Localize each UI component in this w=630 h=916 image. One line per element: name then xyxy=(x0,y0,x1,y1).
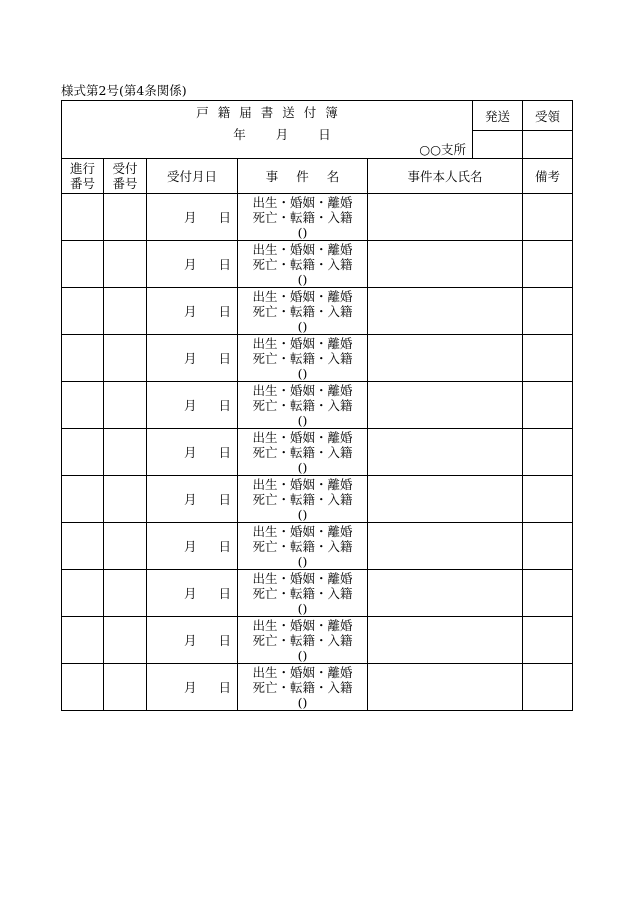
remarks-cell[interactable] xyxy=(523,523,573,570)
progress-number-cell[interactable] xyxy=(62,335,104,382)
person-name-cell[interactable] xyxy=(368,617,523,664)
case-other-parentheses xyxy=(262,225,344,240)
reception-date-cell[interactable] xyxy=(147,617,238,664)
day-label: 日 xyxy=(218,539,231,554)
case-options-line1: 出生・婚姻・離婚 xyxy=(252,523,353,539)
progress-number-cell[interactable] xyxy=(62,570,104,617)
close-paren: ) xyxy=(302,553,308,569)
received-stamp-cell[interactable] xyxy=(523,131,573,159)
reception-number-cell[interactable] xyxy=(104,382,147,429)
reception-number-line2: 番号 xyxy=(112,176,138,191)
month-label: 月 xyxy=(183,210,197,225)
table-row xyxy=(62,335,573,382)
reception-date-cell[interactable] xyxy=(147,429,238,476)
remarks-cell[interactable] xyxy=(523,429,573,476)
person-name-cell[interactable] xyxy=(368,241,523,288)
open-paren: ( xyxy=(297,506,303,522)
person-name-cell[interactable] xyxy=(368,194,523,241)
case-options-line1: 出生・婚姻・離婚 xyxy=(252,241,353,257)
case-other-parentheses xyxy=(262,554,344,569)
remarks-cell[interactable] xyxy=(523,194,573,241)
month-label: 月 xyxy=(183,257,197,272)
case-name-cell[interactable] xyxy=(238,241,368,288)
case-other-parentheses xyxy=(262,601,344,616)
case-options-line1: 出生・婚姻・離婚 xyxy=(252,617,353,633)
office-name: ○○支所 xyxy=(419,142,467,157)
form-number-label: 様式第2号(第4条関係) xyxy=(61,83,187,98)
progress-number-cell[interactable] xyxy=(62,241,104,288)
progress-number-cell[interactable] xyxy=(62,194,104,241)
case-options-line1: 出生・婚姻・離婚 xyxy=(252,570,353,586)
remarks-cell[interactable] xyxy=(523,617,573,664)
day-label: 日 xyxy=(218,492,231,507)
case-name-cell[interactable] xyxy=(238,617,368,664)
case-options-line1: 出生・婚姻・離婚 xyxy=(252,194,353,210)
case-other-parentheses xyxy=(262,648,344,663)
case-other-parentheses xyxy=(262,460,344,475)
month-label: 月 xyxy=(183,586,197,601)
reception-date-cell[interactable] xyxy=(147,241,238,288)
progress-number-cell[interactable] xyxy=(62,382,104,429)
case-name-char-2: 件 xyxy=(296,168,309,184)
column-header-reception-number xyxy=(104,159,147,194)
open-paren: ( xyxy=(297,553,303,569)
day-label: 日 xyxy=(318,127,331,142)
sent-header: 発送 xyxy=(473,101,523,131)
close-paren: ) xyxy=(302,224,308,240)
case-options-line2: 死亡・転籍・入籍 xyxy=(252,256,353,272)
reception-number-cell[interactable] xyxy=(104,288,147,335)
reception-date-cell[interactable] xyxy=(147,335,238,382)
open-paren: ( xyxy=(297,647,303,663)
open-paren: ( xyxy=(297,365,303,381)
case-options-line2: 死亡・転籍・入籍 xyxy=(252,491,353,507)
close-paren: ) xyxy=(302,600,308,616)
reception-date-cell[interactable] xyxy=(147,476,238,523)
reception-date-cell[interactable] xyxy=(147,664,238,711)
close-paren: ) xyxy=(302,271,308,287)
day-label: 日 xyxy=(218,445,231,460)
table-row xyxy=(62,194,573,241)
open-paren: ( xyxy=(297,600,303,616)
month-label: 月 xyxy=(183,680,197,695)
day-label: 日 xyxy=(218,633,231,648)
progress-number-line2: 番号 xyxy=(69,176,95,191)
day-label: 日 xyxy=(218,210,231,225)
received-header: 受領 xyxy=(523,101,573,131)
case-options-line1: 出生・婚姻・離婚 xyxy=(252,664,353,680)
table-row xyxy=(62,523,573,570)
case-options-line2: 死亡・転籍・入籍 xyxy=(252,209,353,225)
column-header-person-name: 事件本人氏名 xyxy=(368,159,523,194)
month-label: 月 xyxy=(183,398,197,413)
reception-number-cell[interactable] xyxy=(104,429,147,476)
progress-number-cell[interactable] xyxy=(62,476,104,523)
reception-date-cell[interactable] xyxy=(147,570,238,617)
table-row xyxy=(62,664,573,711)
day-label: 日 xyxy=(218,351,231,366)
open-paren: ( xyxy=(297,459,303,475)
case-options-line1: 出生・婚姻・離婚 xyxy=(252,288,353,304)
progress-number-cell[interactable] xyxy=(62,288,104,335)
progress-number-cell[interactable] xyxy=(62,617,104,664)
case-options-line2: 死亡・転籍・入籍 xyxy=(252,679,353,695)
reception-date-cell[interactable] xyxy=(147,288,238,335)
reception-number-line1: 受付 xyxy=(112,161,138,176)
remarks-cell[interactable] xyxy=(523,570,573,617)
close-paren: ) xyxy=(302,365,308,381)
case-other-parentheses xyxy=(262,413,344,428)
reception-number-cell[interactable] xyxy=(104,476,147,523)
month-label: 月 xyxy=(183,445,197,460)
case-options-line1: 出生・婚姻・離婚 xyxy=(252,335,353,351)
day-label: 日 xyxy=(218,586,231,601)
case-name-cell[interactable] xyxy=(238,476,368,523)
table-row xyxy=(62,241,573,288)
day-label: 日 xyxy=(218,398,231,413)
month-label: 月 xyxy=(183,492,197,507)
title-date-line xyxy=(62,128,472,142)
open-paren: ( xyxy=(297,412,303,428)
table-row xyxy=(62,288,573,335)
table-row xyxy=(62,476,573,523)
month-label: 月 xyxy=(183,539,197,554)
month-label: 月 xyxy=(183,351,197,366)
case-name-cell[interactable] xyxy=(238,382,368,429)
case-name-cell[interactable] xyxy=(238,523,368,570)
case-name-cell[interactable] xyxy=(238,194,368,241)
remarks-cell[interactable] xyxy=(523,241,573,288)
table-row xyxy=(62,382,573,429)
sent-stamp-cell[interactable] xyxy=(473,131,523,159)
progress-number-line1: 進行 xyxy=(69,161,95,176)
column-header-reception-date: 受付月日 xyxy=(147,159,238,194)
remarks-cell[interactable] xyxy=(523,476,573,523)
table-row xyxy=(62,617,573,664)
reception-date-cell[interactable] xyxy=(147,523,238,570)
close-paren: ) xyxy=(302,647,308,663)
remarks-cell[interactable] xyxy=(523,382,573,429)
close-paren: ) xyxy=(302,412,308,428)
case-options-line2: 死亡・転籍・入籍 xyxy=(252,397,353,413)
remarks-cell[interactable] xyxy=(523,335,573,382)
case-name-cell[interactable] xyxy=(238,429,368,476)
year-label: 年 xyxy=(233,127,246,142)
month-label: 月 xyxy=(183,304,197,319)
person-name-cell[interactable] xyxy=(368,476,523,523)
reception-date-cell[interactable] xyxy=(147,382,238,429)
progress-number-cell[interactable] xyxy=(62,523,104,570)
case-other-parentheses xyxy=(262,366,344,381)
case-other-parentheses xyxy=(262,507,344,522)
person-name-cell[interactable] xyxy=(368,288,523,335)
case-options-line2: 死亡・転籍・入籍 xyxy=(252,444,353,460)
reception-number-cell[interactable] xyxy=(104,194,147,241)
close-paren: ) xyxy=(302,459,308,475)
person-name-cell[interactable] xyxy=(368,335,523,382)
open-paren: ( xyxy=(297,694,303,710)
case-options-line2: 死亡・転籍・入籍 xyxy=(252,303,353,319)
day-label: 日 xyxy=(218,680,231,695)
title-block xyxy=(62,101,473,159)
table-row xyxy=(62,570,573,617)
remarks-cell[interactable] xyxy=(523,664,573,711)
case-other-parentheses xyxy=(262,272,344,287)
person-name-cell[interactable] xyxy=(368,664,523,711)
case-name-char-1: 事 xyxy=(265,168,279,184)
month-label: 月 xyxy=(275,127,289,142)
progress-number-cell[interactable] xyxy=(62,664,104,711)
reception-number-cell[interactable] xyxy=(104,664,147,711)
person-name-cell[interactable] xyxy=(368,429,523,476)
day-label: 日 xyxy=(218,304,231,319)
case-other-parentheses xyxy=(262,319,344,334)
person-name-cell[interactable] xyxy=(368,382,523,429)
table-row xyxy=(62,429,573,476)
register-table xyxy=(61,100,573,711)
case-name-cell[interactable] xyxy=(238,664,368,711)
case-options-line1: 出生・婚姻・離婚 xyxy=(252,429,353,445)
open-paren: ( xyxy=(297,224,303,240)
person-name-cell[interactable] xyxy=(368,570,523,617)
reception-date-cell[interactable] xyxy=(147,194,238,241)
column-header-remarks: 備考 xyxy=(523,159,573,194)
case-name-cell[interactable] xyxy=(238,288,368,335)
case-options-line2: 死亡・転籍・入籍 xyxy=(252,350,353,366)
close-paren: ) xyxy=(302,694,308,710)
case-other-parentheses xyxy=(262,695,344,710)
reception-number-cell[interactable] xyxy=(104,617,147,664)
case-options-line2: 死亡・転籍・入籍 xyxy=(252,538,353,554)
close-paren: ) xyxy=(302,506,308,522)
month-label: 月 xyxy=(183,633,197,648)
close-paren: ) xyxy=(302,318,308,334)
day-label: 日 xyxy=(218,257,231,272)
person-name-cell[interactable] xyxy=(368,523,523,570)
open-paren: ( xyxy=(297,318,303,334)
reception-number-cell[interactable] xyxy=(104,335,147,382)
column-header-case-name xyxy=(238,159,368,194)
case-options-line1: 出生・婚姻・離婚 xyxy=(252,382,353,398)
open-paren: ( xyxy=(297,271,303,287)
progress-number-cell[interactable] xyxy=(62,429,104,476)
case-name-cell[interactable] xyxy=(238,335,368,382)
case-options-line1: 出生・婚姻・離婚 xyxy=(252,476,353,492)
case-name-char-3: 名 xyxy=(326,168,340,184)
case-options-line2: 死亡・転籍・入籍 xyxy=(252,585,353,601)
reception-number-cell[interactable] xyxy=(104,241,147,288)
remarks-cell[interactable] xyxy=(523,288,573,335)
case-options-line2: 死亡・転籍・入籍 xyxy=(252,632,353,648)
column-header-progress-number xyxy=(62,159,104,194)
reception-number-cell[interactable] xyxy=(104,570,147,617)
document-title: 戸籍届書送付簿 xyxy=(196,105,347,120)
case-name-cell[interactable] xyxy=(238,570,368,617)
reception-number-cell[interactable] xyxy=(104,523,147,570)
